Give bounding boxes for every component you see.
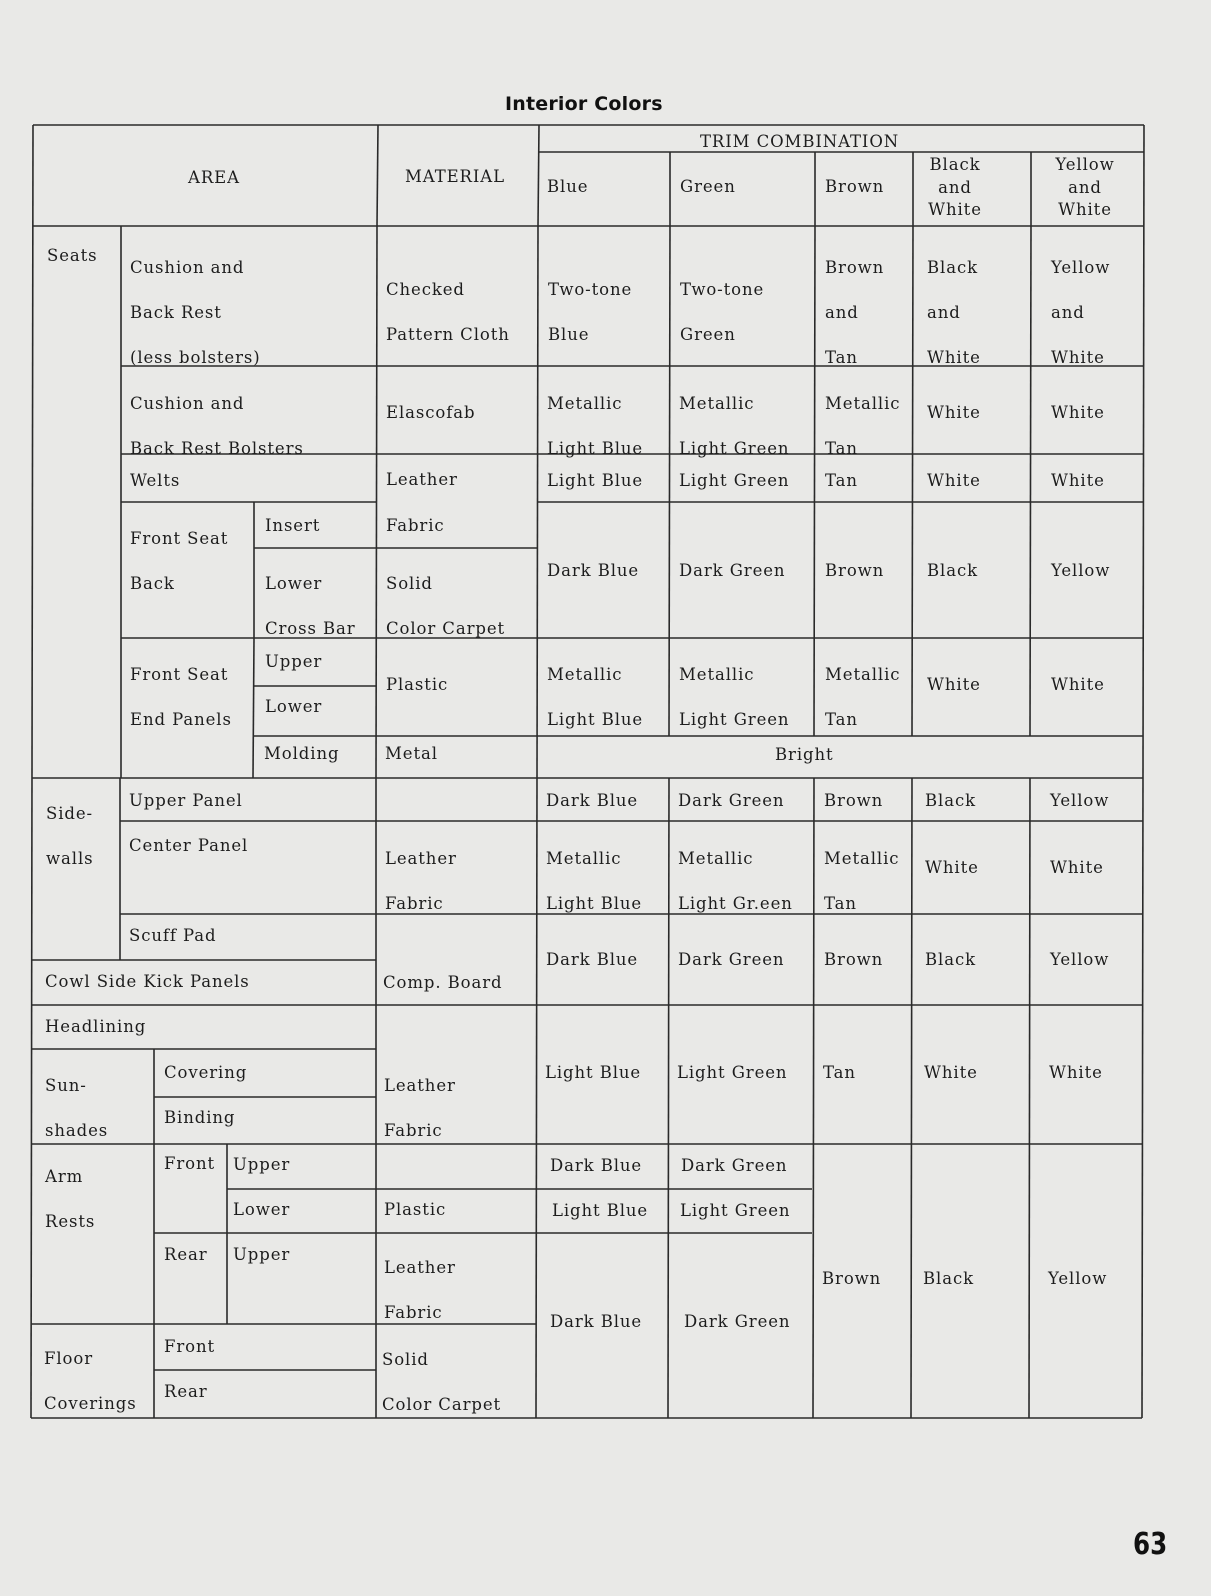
material-arm-leather-fabric: Leather Fabric — [384, 1258, 456, 1322]
scuff-color-black-white: Black — [925, 950, 976, 969]
grid-line — [253, 638, 254, 778]
center-panel-color-black-white: White — [925, 858, 979, 877]
center-panel-color-green: Metallic Light Gr.een — [678, 849, 793, 913]
area-floor-front: Front — [164, 1337, 216, 1356]
upper-panel-color-blue: Dark Blue — [546, 791, 639, 810]
upper-panel-color-brown: Brown — [824, 791, 884, 810]
grid-line — [668, 778, 669, 1418]
headlining-color-blue: Light Blue — [545, 1063, 642, 1082]
material-leather: Leather — [386, 470, 458, 489]
grid-line — [31, 125, 33, 1418]
header-trim-yellow-white: Yellow and White — [1055, 155, 1115, 219]
upper-panel-color-yellow-white: Yellow — [1050, 791, 1110, 810]
cushion-color-green: Two-tone Green — [680, 280, 765, 344]
area-arm-front: Front — [164, 1154, 216, 1173]
floor-color-green: Dark Green — [684, 1312, 791, 1331]
material-elascofab: Elascofab — [386, 403, 476, 422]
area-arm-front-upper: Upper — [233, 1155, 291, 1174]
headlining-color-yellow-white: White — [1049, 1063, 1103, 1082]
material-fabric: Fabric — [386, 516, 445, 535]
area-insert: Insert — [265, 516, 321, 535]
group-floor-coverings: Floor Coverings — [44, 1349, 137, 1413]
cushion-color-brown: Brown and Tan — [825, 258, 885, 367]
area-arm-front-lower: Lower — [233, 1200, 291, 1219]
grid-line — [813, 778, 814, 1418]
headlining-color-brown: Tan — [823, 1063, 856, 1082]
upper-panel-color-black-white: Black — [925, 791, 976, 810]
scuff-color-brown: Brown — [824, 950, 884, 969]
group-seats: Seats — [47, 246, 98, 265]
area-arm-rear: Rear — [164, 1245, 208, 1264]
end-panels-color-green: Metallic Light Green — [679, 665, 790, 729]
grid-line — [1030, 226, 1031, 736]
area-molding: Molding — [264, 744, 340, 763]
area-center-panel: Center Panel — [129, 836, 249, 855]
grid-line — [537, 226, 538, 778]
grid-line — [377, 125, 378, 226]
seat-back-color-green: Dark Green — [679, 561, 786, 580]
grid-line — [912, 226, 913, 736]
center-panel-color-blue: Metallic Light Blue — [546, 849, 643, 913]
molding-color-bright: Bright — [775, 745, 834, 764]
seat-back-color-yellow-white: Yellow — [1051, 561, 1111, 580]
grid-line — [538, 125, 539, 226]
area-back-rest-bolsters: Cushion and Back Rest Bolsters — [130, 394, 304, 458]
welts-color-brown: Tan — [825, 471, 858, 490]
header-area: AREA — [188, 168, 240, 187]
page-number: 63 — [1133, 1527, 1168, 1562]
bolsters-color-black-white: White — [927, 403, 981, 422]
grid-line — [669, 226, 670, 736]
area-front-seat-back: Front Seat Back — [130, 529, 229, 593]
welts-color-green: Light Green — [679, 471, 790, 490]
material-headlining-leather-fabric: Leather Fabric — [384, 1076, 456, 1140]
grid-line — [376, 226, 377, 778]
area-arm-rear-upper: Upper — [233, 1245, 291, 1264]
welts-color-black-white: White — [927, 471, 981, 490]
area-upper: Upper — [265, 652, 323, 671]
material-leather-fabric: Leather Fabric — [385, 849, 457, 913]
area-cowl-side-kick-panels: Cowl Side Kick Panels — [45, 972, 250, 991]
material-floor-solid-carpet: Solid Color Carpet — [382, 1350, 502, 1414]
welts-color-blue: Light Blue — [547, 471, 644, 490]
header-trim-black-white: Black and White — [928, 155, 982, 219]
group-arm-rests: Arm Rests — [45, 1167, 96, 1231]
end-panels-color-brown: Metallic Tan — [825, 665, 901, 729]
scuff-color-green: Dark Green — [678, 950, 785, 969]
grid-line — [1142, 125, 1144, 1418]
area-lower-cross-bar: Lower Cross Bar — [265, 574, 356, 638]
area-lower: Lower — [265, 697, 323, 716]
group-sidewalls: Side- walls — [46, 804, 94, 868]
end-panels-color-black-white: White — [927, 675, 981, 694]
area-binding: Binding — [164, 1108, 236, 1127]
area-scuff-pad: Scuff Pad — [129, 926, 217, 945]
cushion-color-black-white: Black and White — [927, 258, 981, 367]
area-headlining: Headlining — [45, 1017, 147, 1036]
seat-back-color-black-white: Black — [927, 561, 978, 580]
material-metal: Metal — [385, 744, 438, 763]
bolsters-color-yellow-white: White — [1051, 403, 1105, 422]
center-panel-color-yellow-white: White — [1050, 858, 1104, 877]
material-plastic: Plastic — [386, 675, 449, 694]
headlining-color-green: Light Green — [677, 1063, 788, 1082]
bolsters-color-brown: Metallic Tan — [825, 394, 901, 458]
seat-back-color-blue: Dark Blue — [547, 561, 640, 580]
area-front-seat-end-panels: Front Seat End Panels — [130, 665, 232, 729]
header-trim-blue: Blue — [547, 177, 589, 196]
end-panels-color-blue: Metallic Light Blue — [547, 665, 644, 729]
material-comp-board: Comp. Board — [383, 973, 503, 992]
header-trim-green: Green — [680, 177, 736, 196]
bolsters-color-green: Metallic Light Green — [679, 394, 790, 458]
center-panel-color-brown: Metallic Tan — [824, 849, 900, 913]
scuff-color-yellow-white: Yellow — [1050, 950, 1110, 969]
area-upper-panel: Upper Panel — [129, 791, 243, 810]
seat-back-color-brown: Brown — [825, 561, 885, 580]
grid-line — [536, 778, 537, 1418]
welts-color-yellow-white: White — [1051, 471, 1105, 490]
arm-color-black: Black — [923, 1269, 974, 1288]
area-floor-rear: Rear — [164, 1382, 208, 1401]
cushion-color-blue: Two-tone Blue — [548, 280, 633, 344]
arm-front-lower-color-blue: Light Blue — [552, 1201, 649, 1220]
end-panels-color-yellow-white: White — [1051, 675, 1105, 694]
arm-color-yellow: Yellow — [1048, 1269, 1108, 1288]
grid-line — [814, 226, 815, 736]
material-solid-carpet: Solid Color Carpet — [386, 574, 506, 638]
cushion-color-yellow-white: Yellow and White — [1051, 258, 1111, 367]
arm-front-upper-color-blue: Dark Blue — [550, 1156, 643, 1175]
bolsters-color-blue: Metallic Light Blue — [547, 394, 644, 458]
arm-front-lower-color-green: Light Green — [680, 1201, 791, 1220]
group-sunshades: Sun- shades — [45, 1076, 109, 1140]
grid-line — [911, 778, 912, 1418]
floor-color-blue: Dark Blue — [550, 1312, 643, 1331]
arm-color-brown: Brown — [822, 1269, 882, 1288]
area-welts: Welts — [130, 471, 181, 490]
scuff-color-blue: Dark Blue — [546, 950, 639, 969]
area-cushion-back-rest: Cushion and Back Rest (less bolsters) — [130, 258, 261, 367]
header-trim-brown: Brown — [825, 177, 885, 196]
grid-line — [1029, 778, 1030, 1418]
area-covering: Covering — [164, 1063, 248, 1082]
page-title: Interior Colors — [505, 93, 663, 115]
arm-front-upper-color-green: Dark Green — [681, 1156, 788, 1175]
header-trim-combination: TRIM COMBINATION — [700, 132, 900, 151]
material-checked-cloth: Checked Pattern Cloth — [386, 280, 510, 344]
headlining-color-black-white: White — [924, 1063, 978, 1082]
material-arm-plastic: Plastic — [384, 1200, 447, 1219]
upper-panel-color-green: Dark Green — [678, 791, 785, 810]
header-material: MATERIAL — [405, 167, 505, 186]
